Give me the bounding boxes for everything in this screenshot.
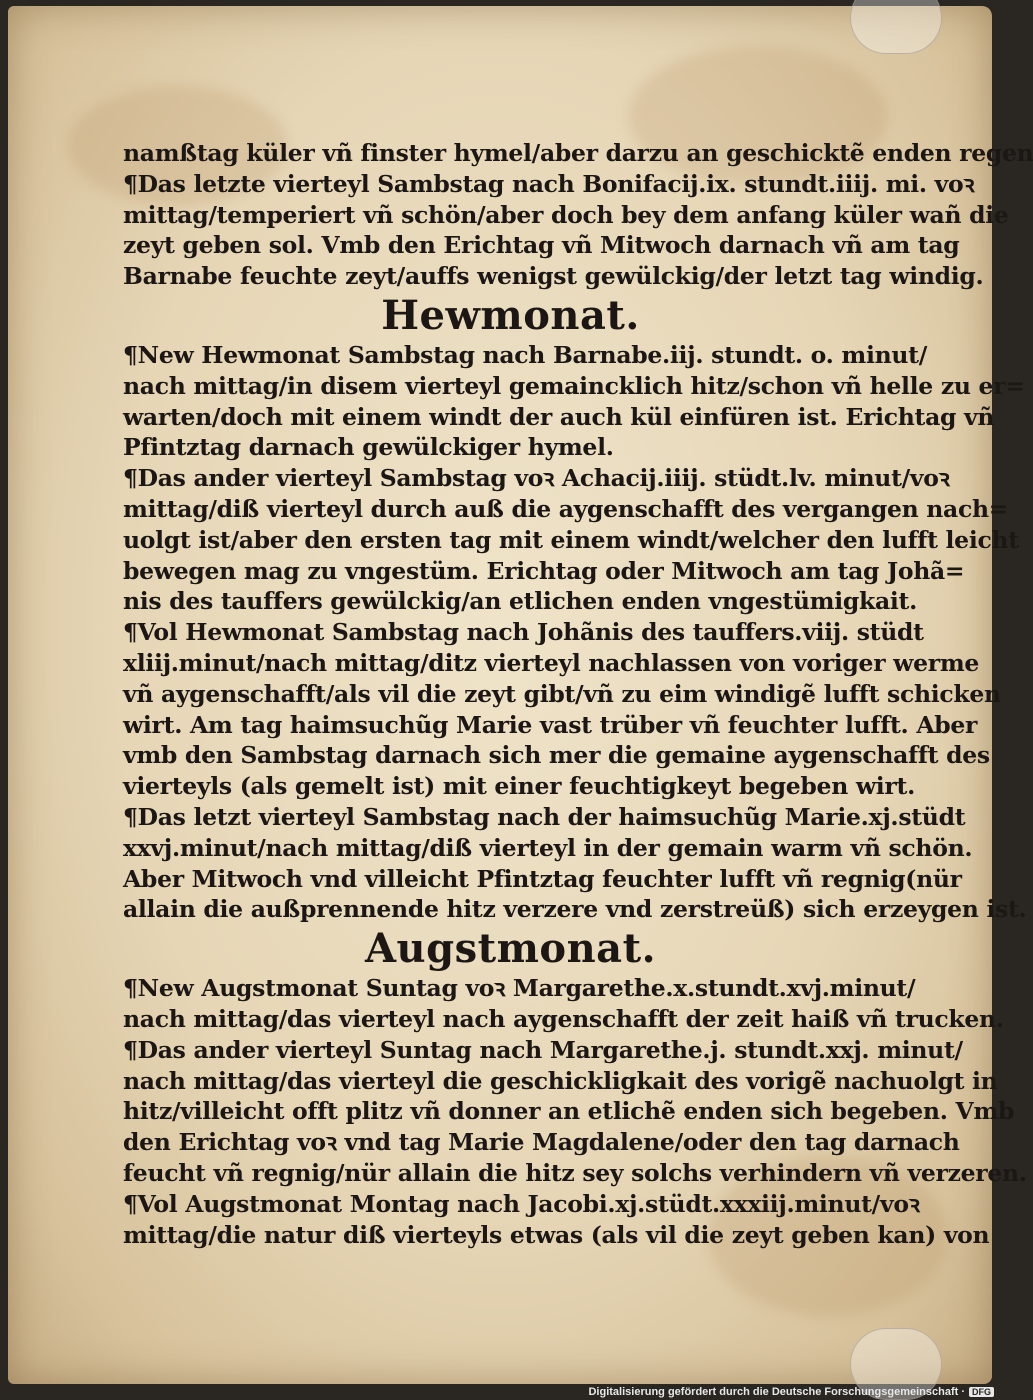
text-line: nach mittag/das vierteyl die geschickligkait des vorigẽ nachuolgt in bbox=[123, 1066, 998, 1095]
blackletter-text-block bbox=[123, 138, 1033, 1250]
text-line: allain die außprennende hitz verzere vnd zerstreüß) sich erzeygen ist. bbox=[123, 895, 1027, 924]
text-line: mittag/die natur diß vierteyls etwas (als vil die zeyt geben kan) von bbox=[123, 1220, 990, 1249]
text-line: ¶New Hewmonat Sambstag nach Barnabe.iij. stundt. o. minut/ bbox=[123, 340, 927, 369]
text-line: Pfintztag darnach gewülckiger hymel. bbox=[123, 433, 614, 462]
text-line: namßtag küler vñ finster hymel/aber darzu an geschicktẽ enden regen bbox=[123, 139, 1033, 167]
month-heading-augstmonat: Augstmonat. bbox=[365, 925, 656, 973]
footer-credit-text: Digitalisierung gefördert durch die Deutsche Forschungsgemeinschaft · bbox=[588, 1386, 965, 1398]
month-heading-hewmonat: Hewmonat. bbox=[381, 291, 640, 339]
text-line: xxvj.minut/nach mittag/diß vierteyl in der gemain warm vñ schön. bbox=[123, 833, 973, 862]
text-line: warten/doch mit einem windt der auch kül einfüren ist. Erichtag vñ bbox=[123, 402, 995, 431]
text-line: feucht vñ regnig/nür allain die hitz sey solchs verhindern vñ verzeren. bbox=[123, 1158, 1027, 1187]
text-line: hitz/villeicht offt plitz vñ donner an etlichẽ enden sich begeben. Vmb bbox=[123, 1097, 1015, 1126]
text-line: nis des tauffers gewülckig/an etlichen enden vngestümigkait. bbox=[123, 587, 917, 616]
text-line: mittag/diß vierteyl durch auß die aygenschafft des vergangen nach= bbox=[123, 494, 1009, 523]
text-line: ¶Das ander vierteyl Sambstag voꝛ Achacij.iiij. stüdt.lv. minut/voꝛ bbox=[123, 464, 950, 493]
text-line: vmb den Sambstag darnach sich mer die gemaine aygenschafft des bbox=[123, 741, 990, 770]
text-line: ¶Vol Hewmonat Sambstag nach Johãnis des tauffers.viij. stüdt bbox=[123, 618, 924, 647]
text-line: xliij.minut/nach mittag/ditz vierteyl nachlassen von voriger werme bbox=[123, 648, 980, 677]
text-line: uolgt ist/aber den ersten tag mit einem windt/welcher den lufft leicht bbox=[123, 525, 1019, 554]
text-line: vñ aygenschafft/als vil die zeyt gibt/vñ zu eim windigẽ lufft schicken bbox=[123, 679, 1001, 708]
text-line: nach mittag/das vierteyl nach aygenschafft der zeit haiß vñ trucken. bbox=[123, 1004, 1004, 1033]
page-tab-top bbox=[850, 0, 942, 54]
text-line: Aber Mitwoch vnd villeicht Pfintztag feuchter lufft vñ regnig(nür bbox=[123, 864, 962, 893]
text-line: zeyt geben sol. Vmb den Erichtag vñ Mitwoch darnach vñ am tag bbox=[123, 231, 960, 260]
text-line: wirt. Am tag haimsuchũg Marie vast trüber vñ feuchter lufft. Aber bbox=[123, 710, 978, 739]
text-line: ¶Das letzt vierteyl Sambstag nach der haimsuchũg Marie.xj.stüdt bbox=[123, 802, 966, 831]
text-line: bewegen mag zu vngestüm. Erichtag oder Mitwoch am tag Johã= bbox=[123, 556, 965, 585]
text-line: nach mittag/in disem vierteyl gemaincklich hitz/schon vñ helle zu er= bbox=[123, 371, 1025, 400]
text-line: vierteyls (als gemelt ist) mit einer feuchtigkeyt begeben wirt. bbox=[123, 772, 915, 801]
text-line: ¶New Augstmonat Suntag voꝛ Margarethe.x.stundt.xvj.minut/ bbox=[123, 974, 916, 1003]
digitization-footer bbox=[588, 1386, 994, 1398]
book-page bbox=[8, 6, 1033, 1384]
text-line: mittag/temperiert vñ schön/aber doch bey dem anfang küler wañ die bbox=[123, 200, 1009, 229]
text-line: den Erichtag voꝛ vnd tag Marie Magdalene/oder den tag darnach bbox=[123, 1128, 960, 1157]
text-line: ¶Vol Augstmonat Montag nach Jacobi.xj.stüdt.xxxiij.minut/voꝛ bbox=[123, 1189, 920, 1218]
dfg-logo: DFG bbox=[969, 1387, 994, 1397]
text-line: ¶Das letzte vierteyl Sambstag nach Bonifacij.ix. stundt.iiij. mi. voꝛ bbox=[123, 169, 975, 198]
text-line: Barnabe feuchte zeyt/auffs wenigst gewülckig/der letzt tag windig. bbox=[123, 262, 984, 291]
text-line: ¶Das ander vierteyl Suntag nach Margarethe.j. stundt.xxj. minut/ bbox=[123, 1035, 963, 1064]
